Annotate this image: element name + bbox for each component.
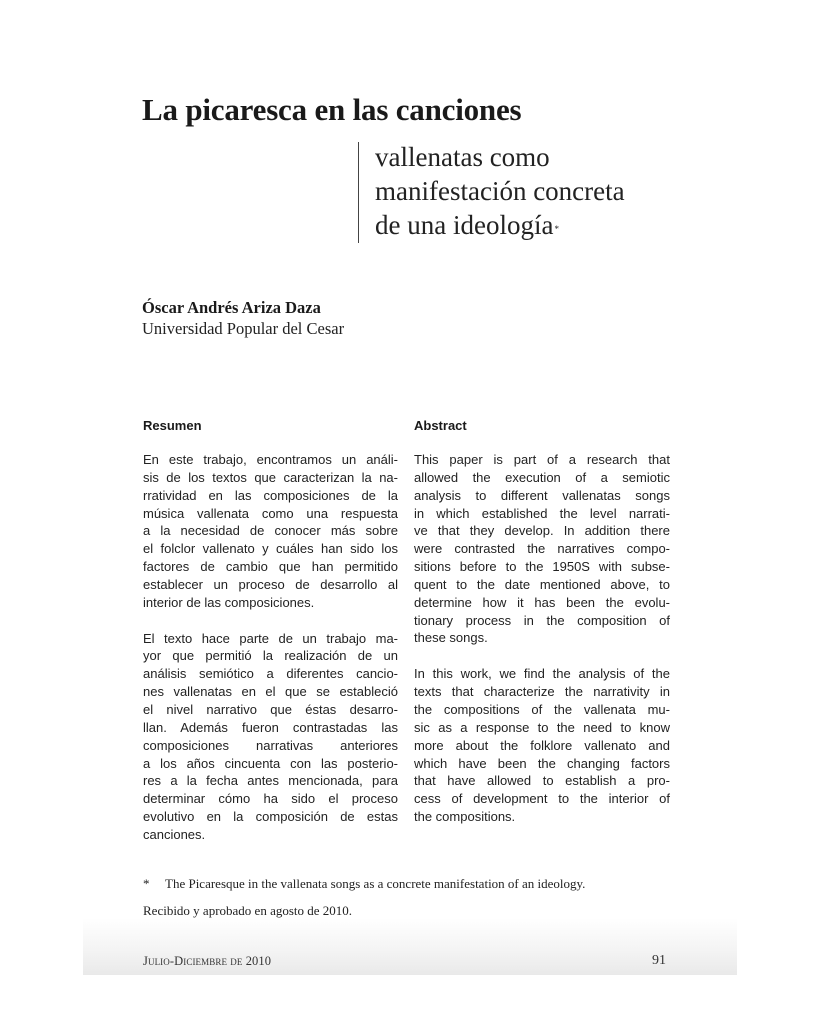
text-line: evolutivo en la composición de estas <box>143 809 398 825</box>
text-line: texts that characterize the narrativity in <box>414 684 670 700</box>
text-line: a los años cincuenta con las posterio- <box>143 755 398 771</box>
resumen-paragraph-1 <box>143 451 398 612</box>
text-line: cess of development to the interior of <box>414 791 670 807</box>
text-line: were contrasted the narratives compo- <box>414 541 670 557</box>
abstract-column <box>414 418 670 826</box>
text-line: análisis semiótico a diferentes cancio- <box>143 666 398 682</box>
resumen-paragraph-2 <box>143 630 398 844</box>
text-line: establecer un proceso de desarrollo al <box>143 576 398 592</box>
received-date: Recibido y aprobado en agosto de 2010. <box>143 903 353 918</box>
text-line: In this work, we find the analysis of the <box>414 666 670 682</box>
text-line: This paper is part of a research that <box>414 452 670 467</box>
text-line: in which established the level narrati- <box>414 505 670 521</box>
text-line: llan. Además fueron contrastadas las <box>143 719 398 735</box>
text-line: which have been the changing factors <box>414 755 670 771</box>
resumen-heading: Resumen <box>143 418 202 433</box>
text-line: nes vallenatas en el que se estableció <box>143 684 398 700</box>
text-line: canciones. <box>143 826 206 842</box>
article-subtitle <box>375 140 625 242</box>
text-line: música vallenata como una respuesta <box>143 505 398 521</box>
text-line: sis de los textos que caracterizan la na- <box>143 469 398 485</box>
footnote-text: The Picaresque in the vallenata songs as a concrete manifestation of an ideology. <box>165 876 586 891</box>
text-line: res a la fecha antes mencionada, para <box>143 773 398 789</box>
subtitle-line: manifestación concreta <box>375 176 625 206</box>
text-line: sitions before to the 1950S with subse- <box>414 559 670 575</box>
text-line: El texto hace parte de un trabajo ma- <box>143 630 398 646</box>
text-line: composiciones narrativas anteriores <box>143 737 398 753</box>
author-name: Óscar Andrés Ariza Daza <box>142 298 321 317</box>
text-line: interior de las composiciones. <box>143 594 315 610</box>
resumen-column <box>143 418 398 844</box>
abstract-paragraph-2 <box>414 665 670 826</box>
text-line: tionary process in the composition of <box>414 612 670 628</box>
text-line: the compositions of the vallenata mu- <box>414 701 670 717</box>
running-footer: Julio-Diciembre de 2010 <box>143 954 272 968</box>
text-line: factores de cambio que han permitido <box>143 559 398 575</box>
article-title: La picaresca en las canciones <box>142 92 522 127</box>
page-number: 91 <box>652 953 666 968</box>
text-line: sic as a response to the need to know <box>414 719 670 735</box>
text-line: el folclor vallenato y cuáles han sido los <box>143 541 398 557</box>
abstract-paragraph-1 <box>414 451 670 647</box>
footnote <box>143 876 585 892</box>
abstract-heading: Abstract <box>414 418 467 433</box>
text-line: allowed the execution of a semiotic <box>414 469 670 485</box>
text-line: el nivel narrativo que éstas desarro- <box>143 701 398 717</box>
author-affiliation: Universidad Popular del Cesar <box>142 319 345 338</box>
text-line: the compositions. <box>414 809 516 825</box>
footnote-mark: * <box>554 224 559 234</box>
title-divider <box>358 142 359 243</box>
text-line: determine how it has been the evolu- <box>414 594 670 610</box>
text-line: analysis to different vallenatas songs <box>414 487 670 503</box>
text-line: that have allowed to establish a pro- <box>414 773 670 789</box>
text-line: yor que permitió la realización de un <box>143 648 398 664</box>
text-line: more about the folklore vallenato and <box>414 737 670 753</box>
subtitle-line: vallenatas como <box>375 142 550 172</box>
text-line: these songs. <box>414 630 488 646</box>
text-line: ve that they develop. In addition there <box>414 523 670 539</box>
text-line: a la necesidad de conocer más sobre <box>143 523 398 539</box>
text-line: quent to the date mentioned above, to <box>414 576 670 592</box>
text-line: determinar cómo ha sido el proceso <box>143 791 398 807</box>
subtitle-line: de una ideología <box>375 210 554 240</box>
text-line: En este trabajo, encontramos un análi- <box>143 452 398 467</box>
footnote-symbol: * <box>143 876 150 891</box>
text-line: rratividad en las composiciones de la <box>143 487 398 503</box>
